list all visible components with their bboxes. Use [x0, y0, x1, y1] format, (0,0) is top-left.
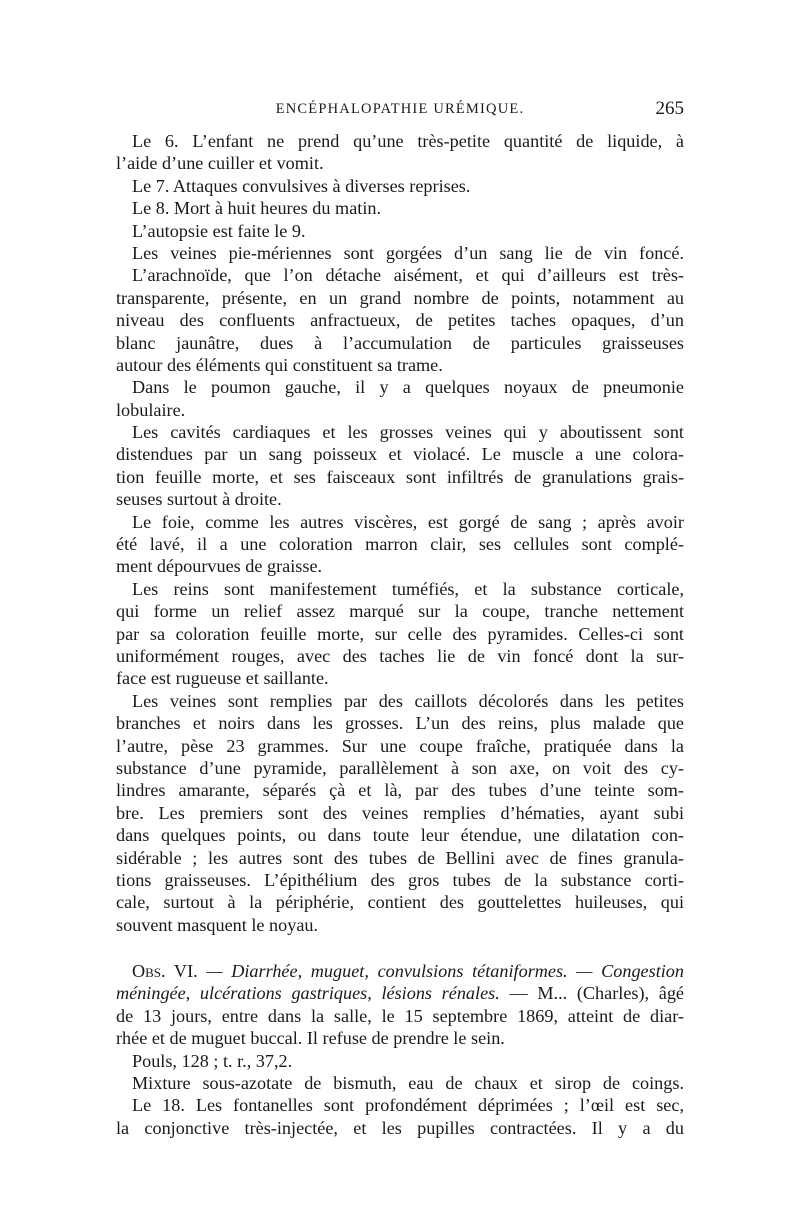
page-number: 265 [655, 98, 684, 119]
text-line: substance d’une pyramide, parallèlement à son axe, on voit des cy- [116, 757, 684, 778]
text-line: L’autopsie est faite le 9. [132, 220, 306, 241]
text-line: autour des éléments qui constituent sa trame. [116, 354, 443, 375]
text-line: tion feuille morte, et ses faisceaux sont infiltrés de granulations grais- [116, 466, 684, 487]
text-line: Les veines sont remplies par des caillots décolorés dans les petites [132, 690, 684, 711]
observation-heading-line-1 [116, 960, 684, 982]
text-block-observation [116, 1005, 684, 1139]
text-line: rhée et de muguet buccal. Il refuse de prendre le sein. [116, 1028, 505, 1049]
text-line: cale, surtout à la périphérie, contient des gouttelettes huileuses, qui [116, 892, 684, 913]
text-line: ment dépourvues de graisse. [116, 556, 323, 577]
text-line: Le 8. Mort à huit heures du matin. [132, 198, 382, 219]
running-title: ENCÉPHALOPATHIE URÉMIQUE. [275, 101, 525, 117]
text-line: par sa coloration feuille morte, sur celle des pyramides. Celles-ci sont [116, 623, 684, 644]
text-line: Mixture sous-azotate de bismuth, eau de chaux et sirop de coings. [132, 1073, 684, 1094]
running-head [116, 98, 684, 122]
text-line: Les veines pie-mériennes sont gorgées d’un sang lie de vin foncé. [132, 242, 684, 263]
observation-title-part-1: — Diarrhée, muguet, convulsions tétaniformes. — Congestion [197, 961, 684, 982]
text-line: Le 6. L’enfant ne prend qu’une très-petite quantité de liquide, à [132, 131, 684, 151]
text-line: niveau des confluents anfractueux, de petites taches opaques, d’un [116, 310, 684, 331]
observation-label: Obs. VI. [132, 961, 198, 982]
text-line: seuses surtout à droite. [116, 489, 282, 510]
text-line: Le 7. Attaques convulsives à diverses reprises. [132, 175, 471, 196]
observation-heading-line-2 [116, 982, 684, 1004]
observation-patient: — M... (Charles), âgé [499, 983, 684, 1004]
text-line: branches et noirs dans les grosses. L’un des reins, plus malade que [116, 713, 684, 734]
text-block-autopsy [116, 130, 684, 936]
text-line: sidérable ; les autres sont des tubes de Bellini avec de fines granula- [116, 847, 684, 868]
text-line: face est rugueuse et saillante. [116, 668, 329, 689]
text-line: été lavé, il a une coloration marron clair, ses cellules sont complé- [116, 534, 684, 555]
text-line: Le 18. Les fontanelles sont profondément déprimées ; l’œil est sec, [132, 1095, 684, 1116]
text-line: Les reins sont manifestement tuméfiés, et la substance corticale, [132, 578, 684, 599]
text-line: tions graisseuses. L’épithélium des gros tubes de la substance corti- [116, 869, 684, 890]
text-line: Pouls, 128 ; t. r., 37,2. [132, 1050, 293, 1071]
text-line: lobulaire. [116, 399, 186, 420]
text-line: Dans le poumon gauche, il y a quelques noyaux de pneumonie [132, 377, 684, 398]
text-line: de 13 jours, entre dans la salle, le 15 septembre 1869, atteint de diar- [116, 1005, 684, 1026]
text-line: uniformément rouges, avec des taches lie de vin foncé dont la sur- [116, 645, 684, 666]
text-line: Le foie, comme les autres viscères, est gorgé de sang ; après avoir [132, 511, 684, 532]
text-line: distendues par un sang poisseux et violacé. Le muscle a une colora- [116, 444, 684, 465]
text-line: blanc jaunâtre, dues à l’accumulation de particules graisseuses [116, 332, 684, 353]
text-line: souvent masquent le noyau. [116, 914, 319, 935]
observation-title-part-2: méningée, ulcérations gastriques, lésions rénales. [116, 983, 500, 1004]
text-line: L’arachnoïde, que l’on détache aisément, et qui d’ailleurs est très- [132, 265, 684, 286]
text-line: l’aide d’une cuiller et vomit. [116, 153, 324, 174]
page-body [116, 130, 684, 1139]
section-gap [116, 936, 684, 960]
text-line: transparente, présente, en un grand nombre de points, notamment au [116, 287, 684, 308]
text-line: dans quelques points, ou dans toute leur étendue, une dilatation con- [116, 825, 684, 846]
text-line: qui forme un relief assez marqué sur la coupe, tranche nettement [116, 601, 684, 622]
text-line: la conjonctive très-injectée, et les pupilles contractées. Il y a du [116, 1117, 684, 1138]
text-line: l’autre, pèse 23 grammes. Sur une coupe fraîche, pratiquée dans la [116, 735, 684, 756]
text-line: lindres amarante, séparés çà et là, par des tubes d’une teinte som- [116, 780, 684, 801]
text-line: bre. Les premiers sont des veines remplies d’hématies, ayant subi [116, 802, 684, 823]
text-line: Les cavités cardiaques et les grosses veines qui y aboutissent sont [132, 422, 684, 443]
